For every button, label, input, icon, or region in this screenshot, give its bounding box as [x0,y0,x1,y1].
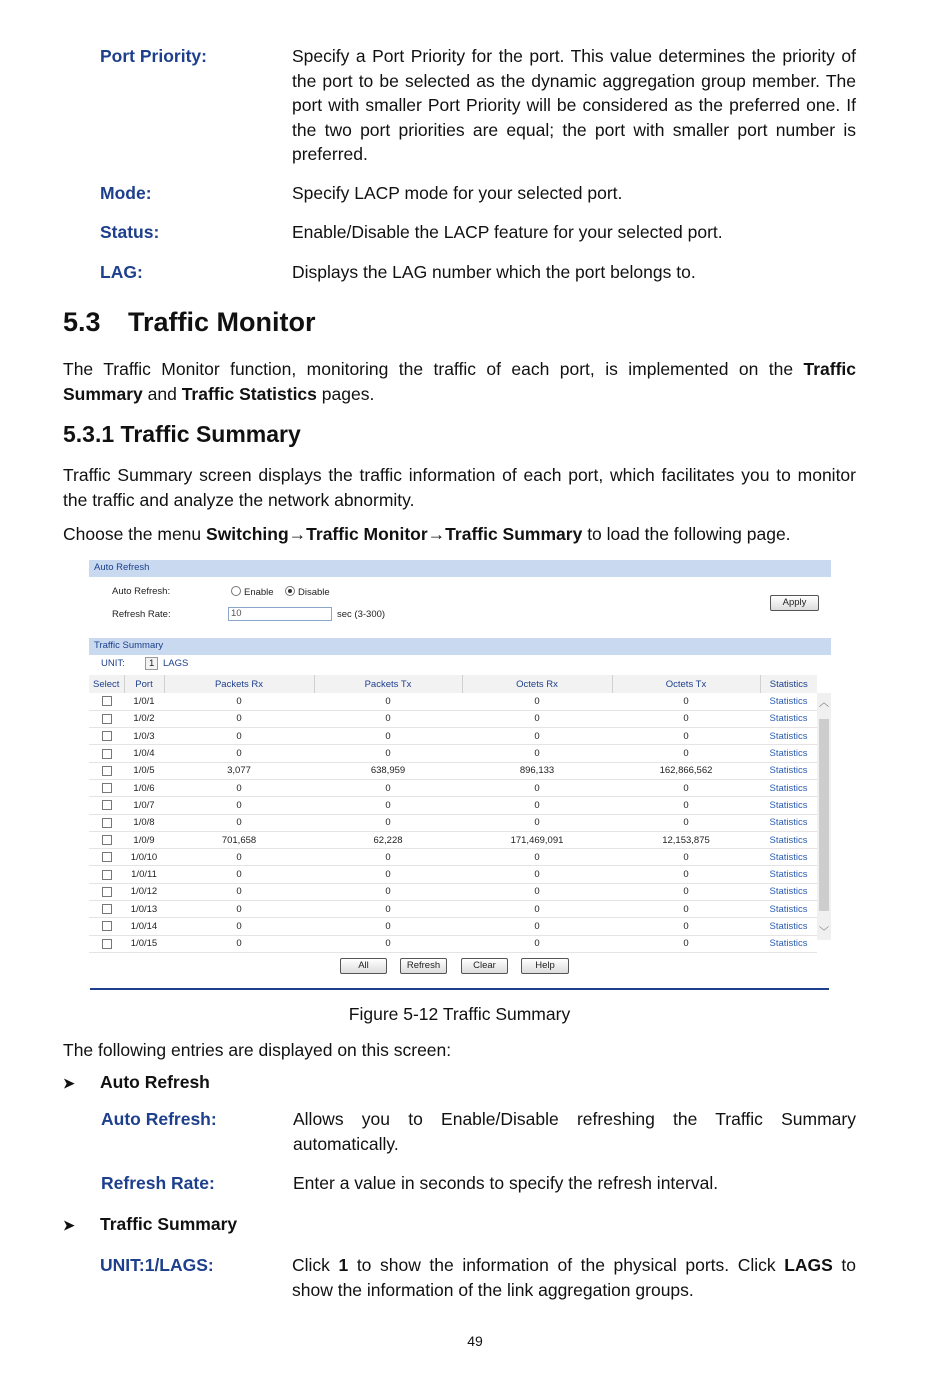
row-checkbox[interactable] [102,870,112,880]
row-checkbox[interactable] [102,800,112,810]
row-octets-rx: 0 [462,710,612,727]
intro-bold-statistics: Traffic Statistics [181,383,317,404]
col-octets-rx: Octets Rx [462,675,612,693]
apply-button[interactable]: Apply [770,595,819,611]
def-term: Refresh Rate: [101,1173,215,1193]
row-checkbox[interactable] [102,696,112,706]
row-port: 1/0/1 [124,693,164,710]
intro-paragraph [63,357,856,406]
subsection-heading: 5.3.1 Traffic Summary [63,421,301,447]
table-header-row [89,675,817,693]
menu-path: Switching→Traffic Monitor→Traffic Summary [206,524,583,544]
row-select [89,849,124,866]
row-octets-rx: 0 [462,849,612,866]
row-statistics-link[interactable]: Statistics [760,918,817,935]
row-packets-rx: 0 [164,918,314,935]
clear-button[interactable]: Clear [461,958,508,974]
row-select [89,866,124,883]
row-octets-rx: 0 [462,935,612,952]
def-desc: Enter a value in seconds to specify the refresh interval. [293,1173,719,1193]
row-port: 1/0/10 [124,849,164,866]
row-octets-tx: 0 [612,779,760,796]
row-port: 1/0/4 [124,745,164,762]
def-term: Port Priority: [100,46,207,66]
traffic-summary-screenshot [89,560,831,971]
row-packets-tx: 0 [314,918,462,935]
row-octets-rx: 0 [462,693,612,710]
intro-text: and [142,383,182,404]
table-scrollbar[interactable] [817,693,831,940]
row-packets-tx: 0 [314,779,462,796]
row-port: 1/0/3 [124,728,164,745]
row-checkbox[interactable] [102,749,112,759]
row-octets-rx: 896,133 [462,762,612,779]
row-packets-rx: 0 [164,710,314,727]
row-octets-tx: 0 [612,935,760,952]
row-statistics-link[interactable]: Statistics [760,693,817,710]
row-packets-rx: 0 [164,797,314,814]
table-row [89,901,817,918]
row-packets-tx: 0 [314,710,462,727]
col-statistics: Statistics [760,675,817,693]
table-row [89,710,817,727]
def-term: Status: [100,222,160,242]
def-lag [100,260,856,285]
row-port: 1/0/12 [124,883,164,900]
row-packets-rx: 0 [164,779,314,796]
row-packets-tx: 0 [314,883,462,900]
summary-paragraph: Traffic Summary screen displays the traffic information of each port, which facilitates you to monitor the traffic and analyze the network abnormity. [63,465,856,510]
unit-label: UNIT: [101,658,125,669]
row-octets-rx: 0 [462,779,612,796]
row-statistics-link[interactable]: Statistics [760,831,817,848]
row-octets-tx: 0 [612,745,760,762]
row-octets-tx: 162,866,562 [612,762,760,779]
figure-caption: Figure 5-12 Traffic Summary [348,1004,571,1024]
def-mode [100,181,856,206]
def-port-priority [100,44,856,167]
row-port: 1/0/8 [124,814,164,831]
row-port: 1/0/13 [124,901,164,918]
row-octets-tx: 0 [612,693,760,710]
row-checkbox[interactable] [102,766,112,776]
intro-text: The Traffic Monitor function, monitoring the traffic of each port, is implemented on the [63,359,804,379]
desc-bold: LAGS [784,1255,833,1275]
auto-refresh-panel-header: Auto Refresh [89,560,831,577]
table-row [89,797,817,814]
row-octets-rx: 0 [462,901,612,918]
traffic-summary-panel-header: Traffic Summary [89,638,831,655]
row-select [89,797,124,814]
def-refresh-rate [101,1171,856,1196]
row-octets-tx: 0 [612,883,760,900]
row-port: 1/0/11 [124,866,164,883]
row-packets-tx: 0 [314,866,462,883]
figure-rule [90,988,829,990]
row-statistics-link[interactable]: Statistics [760,883,817,900]
row-select [89,693,124,710]
def-desc: Displays the LAG number which the port belongs to. [292,262,696,282]
row-octets-tx: 0 [612,918,760,935]
row-octets-rx: 0 [462,814,612,831]
row-checkbox[interactable] [102,731,112,741]
row-packets-tx: 0 [314,693,462,710]
def-status [100,220,856,245]
row-octets-rx: 0 [462,883,612,900]
row-packets-rx: 0 [164,935,314,952]
row-statistics-link[interactable]: Statistics [760,901,817,918]
col-packets-rx: Packets Rx [164,675,314,693]
row-octets-tx: 0 [612,797,760,814]
col-packets-tx: Packets Tx [314,675,462,693]
row-packets-rx: 0 [164,728,314,745]
row-select [89,745,124,762]
table-row [89,814,817,831]
row-octets-rx: 0 [462,745,612,762]
row-port: 1/0/5 [124,762,164,779]
enable-option[interactable] [231,586,274,598]
bullet-label: Traffic Summary [100,1214,238,1234]
help-button[interactable]: Help [521,958,569,974]
row-octets-tx: 0 [612,814,760,831]
row-select [89,814,124,831]
row-octets-tx: 0 [612,901,760,918]
row-select [89,935,124,952]
def-term: Auto Refresh: [101,1109,217,1129]
row-packets-tx: 0 [314,814,462,831]
refresh-button[interactable]: Refresh [400,958,447,974]
table-row [89,762,817,779]
row-statistics-link[interactable]: Statistics [760,710,817,727]
def-term: UNIT:1/LAGS: [100,1255,214,1275]
row-packets-rx: 0 [164,693,314,710]
menu-text: Choose the menu [63,524,207,544]
page-number: 49 [467,1333,483,1349]
all-button[interactable]: All [340,958,387,974]
intro-text: pages. [316,383,375,404]
row-packets-rx: 0 [164,745,314,762]
scroll-thumb[interactable] [819,719,829,911]
desc-text: Click [292,1255,339,1275]
row-statistics-link[interactable]: Statistics [760,935,817,952]
def-desc: Enable/Disable the LACP feature for your selected port. [292,222,723,242]
bullet-auto-refresh [63,1072,210,1093]
row-statistics-link[interactable]: Statistics [760,866,817,883]
table-row [89,935,817,952]
row-checkbox[interactable] [102,783,112,793]
refresh-rate-label: Refresh Rate: [112,609,171,620]
bullet-traffic-summary [63,1214,237,1235]
bullet-label: Auto Refresh [100,1072,210,1092]
section-number: 5.3 [63,307,101,337]
row-port: 1/0/9 [124,831,164,848]
row-packets-rx: 3,077 [164,762,314,779]
bullet-arrow-icon: ➤ [63,1217,75,1233]
row-statistics-link[interactable]: Statistics [760,728,817,745]
col-octets-tx: Octets Tx [612,675,760,693]
bullet-arrow-icon: ➤ [63,1075,75,1091]
def-auto-refresh [101,1107,856,1156]
row-checkbox[interactable] [102,921,112,931]
row-statistics-link[interactable]: Statistics [760,762,817,779]
disable-radio[interactable] [285,586,295,596]
col-port: Port [124,675,164,693]
traffic-summary-table [89,675,817,953]
row-checkbox[interactable] [102,818,112,828]
row-port: 1/0/15 [124,935,164,952]
row-packets-tx: 0 [314,935,462,952]
row-packets-tx: 0 [314,901,462,918]
scroll-down-icon[interactable]: ﹀ [819,927,829,938]
row-select [89,779,124,796]
table-row [89,866,817,883]
table-row [89,918,817,935]
def-desc [292,1253,856,1302]
table-row [89,883,817,900]
def-desc: Specify LACP mode for your selected port. [292,183,623,203]
row-packets-tx: 0 [314,849,462,866]
disable-option[interactable] [285,586,330,598]
table-row [89,849,817,866]
menu-paragraph [63,522,856,547]
section-title: Traffic Monitor [128,307,316,337]
enable-label: Enable [244,587,274,598]
row-octets-rx: 0 [462,866,612,883]
lags-tab[interactable]: LAGS [163,658,189,669]
row-octets-rx: 0 [462,797,612,814]
row-statistics-link[interactable]: Statistics [760,779,817,796]
def-desc: Allows you to Enable/Disable refreshing the Traffic Summary automatically. [293,1109,856,1154]
row-checkbox[interactable] [102,714,112,724]
row-port: 1/0/14 [124,918,164,935]
col-select: Select [89,675,124,693]
row-port: 1/0/7 [124,797,164,814]
row-select [89,918,124,935]
section-heading [63,307,316,338]
entries-intro: The following entries are displayed on this screen: [63,1040,452,1060]
row-port: 1/0/6 [124,779,164,796]
disable-label: Disable [298,587,330,598]
auto-refresh-label: Auto Refresh: [112,586,171,597]
row-select [89,710,124,727]
row-checkbox[interactable] [102,835,112,845]
row-packets-rx: 0 [164,883,314,900]
row-select [89,883,124,900]
row-octets-tx: 12,153,875 [612,831,760,848]
menu-text: to load the following page. [582,524,791,544]
row-packets-rx: 0 [164,866,314,883]
row-packets-tx: 0 [314,728,462,745]
row-octets-rx: 0 [462,728,612,745]
row-octets-tx: 0 [612,710,760,727]
desc-text: to show the information of the physical ports. Click [348,1255,785,1275]
desc-bold: 1 [338,1255,349,1275]
row-statistics-link[interactable]: Statistics [760,745,817,762]
row-checkbox[interactable] [102,887,112,897]
row-checkbox[interactable] [102,939,112,949]
row-statistics-link[interactable]: Statistics [760,797,817,814]
row-port: 1/0/2 [124,710,164,727]
row-packets-rx: 0 [164,849,314,866]
row-packets-tx: 638,959 [314,762,462,779]
table-row [89,745,817,762]
intro-bold-summary: Traffic Summary [63,359,856,404]
def-desc: Specify a Port Priority for the port. This value determines the priority of the port to be selected as the dynamic aggregation group member. The port with smaller Port Priority will be considered as the preferred one. If the two port priorities are equal; the port with smaller port number is preferred. [292,46,856,164]
row-select [89,901,124,918]
table-row [89,779,817,796]
refresh-rate-hint: sec (3-300) [337,609,386,620]
row-octets-tx: 0 [612,866,760,883]
row-checkbox[interactable] [102,852,112,862]
def-term: LAG: [100,262,143,282]
row-select [89,831,124,848]
row-statistics-link[interactable]: Statistics [760,814,817,831]
row-octets-rx: 171,469,091 [462,831,612,848]
row-octets-rx: 0 [462,918,612,935]
desc-text: to show the information of the link aggregation groups. [292,1255,856,1300]
table-body [89,693,817,952]
row-octets-tx: 0 [612,728,760,745]
row-statistics-link[interactable]: Statistics [760,849,817,866]
row-packets-tx: 62,228 [314,831,462,848]
row-packets-tx: 0 [314,797,462,814]
refresh-rate-input[interactable]: 10 [228,607,332,621]
row-packets-rx: 0 [164,814,314,831]
row-packets-rx: 0 [164,901,314,918]
scroll-up-icon[interactable]: ︿ [819,698,829,709]
row-checkbox[interactable] [102,904,112,914]
row-packets-rx: 701,658 [164,831,314,848]
row-octets-tx: 0 [612,849,760,866]
row-packets-tx: 0 [314,745,462,762]
table-row [89,693,817,710]
def-term: Mode: [100,183,152,203]
unit-1-tab[interactable]: 1 [145,657,158,670]
row-select [89,762,124,779]
table-row [89,831,817,848]
enable-radio[interactable] [231,586,241,596]
def-unit-lags [100,1253,856,1302]
table-row [89,728,817,745]
row-select [89,728,124,745]
